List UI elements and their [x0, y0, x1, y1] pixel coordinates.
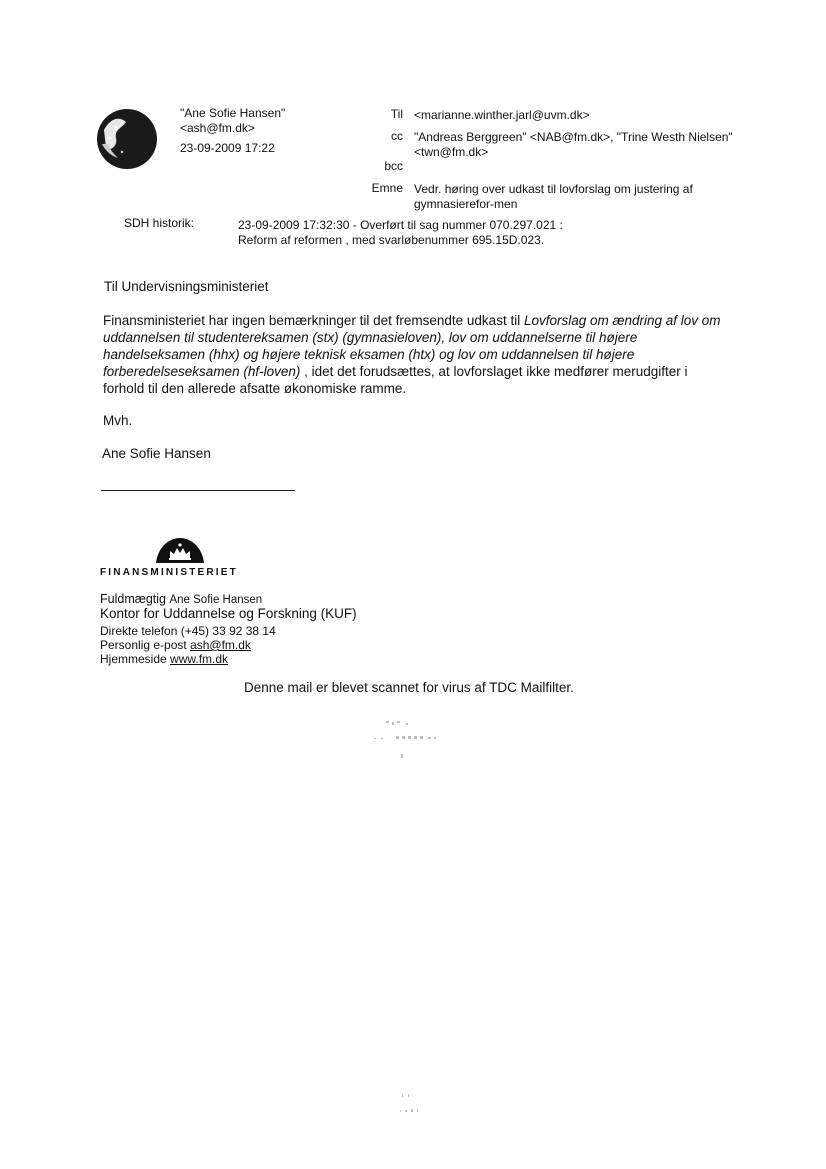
- greeting: Til Undervisningsministeriet: [104, 279, 269, 294]
- subject-label: Emne: [371, 181, 403, 195]
- signature-title-name: Ane Sofie Hansen: [169, 594, 263, 606]
- virus-scan-notice: Denne mail er blevet scannet for virus af TDC Mailfilter.: [244, 680, 574, 695]
- signature-separator: [101, 490, 295, 491]
- bcc-label: bcc: [384, 159, 403, 173]
- to-label: Til: [390, 107, 403, 121]
- cc-label: cc: [391, 129, 403, 143]
- paragraph-outro: , idet det forudsættes, at lovforslaget ikke medfører merudgifter i forhold til den allerede afsatte økonomiske ramme.: [103, 364, 688, 396]
- scan-artifact-mark: [372, 718, 442, 763]
- sent-datetime: 23-09-2009 17:22: [180, 141, 275, 155]
- signed-name: Ane Sofie Hansen: [102, 446, 211, 461]
- signature-web-label: Hjemmeside: [100, 652, 167, 666]
- closing: Mvh.: [103, 413, 133, 428]
- sender-email: <ash@fm.dk>: [180, 121, 255, 135]
- history-line2: Reform af reformen , med svarløbenummer 695.15D.023.: [238, 233, 545, 247]
- bill-title: Lovforslag om ændring af lov om uddannelsen til studentereksamen (stx) (gymnasieloven), lov om uddannelserne til højere handelseksamen (hhx) og højere teknisk eksamen (htx) og lov om uddannelsen til højere forberedelseseksamen (hf-loven): [103, 313, 721, 379]
- subject-value-line1: Vedr. høring over udkast til lovforslag om justering af: [414, 182, 693, 196]
- scan-artifact-bottom: [396, 1090, 426, 1120]
- crown-logo-icon: [154, 536, 206, 564]
- sender-avatar: [96, 108, 158, 170]
- cc-value-line1: "Andreas Berggreen" <NAB@fm.dk>, "Trine Westh Nielsen": [414, 130, 733, 144]
- ministry-wordmark: FINANSMINISTERIET: [100, 567, 238, 578]
- signature-web-row: [100, 652, 228, 667]
- history-line1: 23-09-2009 17:32:30 - Overført til sag nummer 070.297.021 :: [238, 218, 563, 232]
- to-value: <marianne.winther.jarl@uvm.dk>: [414, 108, 590, 122]
- sender-name: "Ane Sofie Hansen": [180, 106, 286, 120]
- cc-value-line2: <twn@fm.dk>: [414, 145, 489, 159]
- subject-value-line2: gymnasierefor-men: [414, 197, 518, 211]
- message-paragraph: [103, 312, 728, 397]
- signature-title-prefix: Fuldmægtig: [100, 592, 166, 606]
- signature-email-link[interactable]: ash@fm.dk: [190, 638, 251, 652]
- paragraph-intro: Finansministeriet har ingen bemærkninger til det fremsendte udkast til: [103, 313, 524, 328]
- signature-email-label: Personlig e-post: [100, 638, 187, 652]
- history-label: SDH historik:: [124, 216, 195, 230]
- signature-email-row: [100, 638, 251, 653]
- signature-web-link[interactable]: www.fm.dk: [170, 652, 229, 666]
- signature-phone: Direkte telefon (+45) 33 92 38 14: [100, 624, 276, 638]
- signature-office: Kontor for Uddannelse og Forskning (KUF): [100, 606, 357, 621]
